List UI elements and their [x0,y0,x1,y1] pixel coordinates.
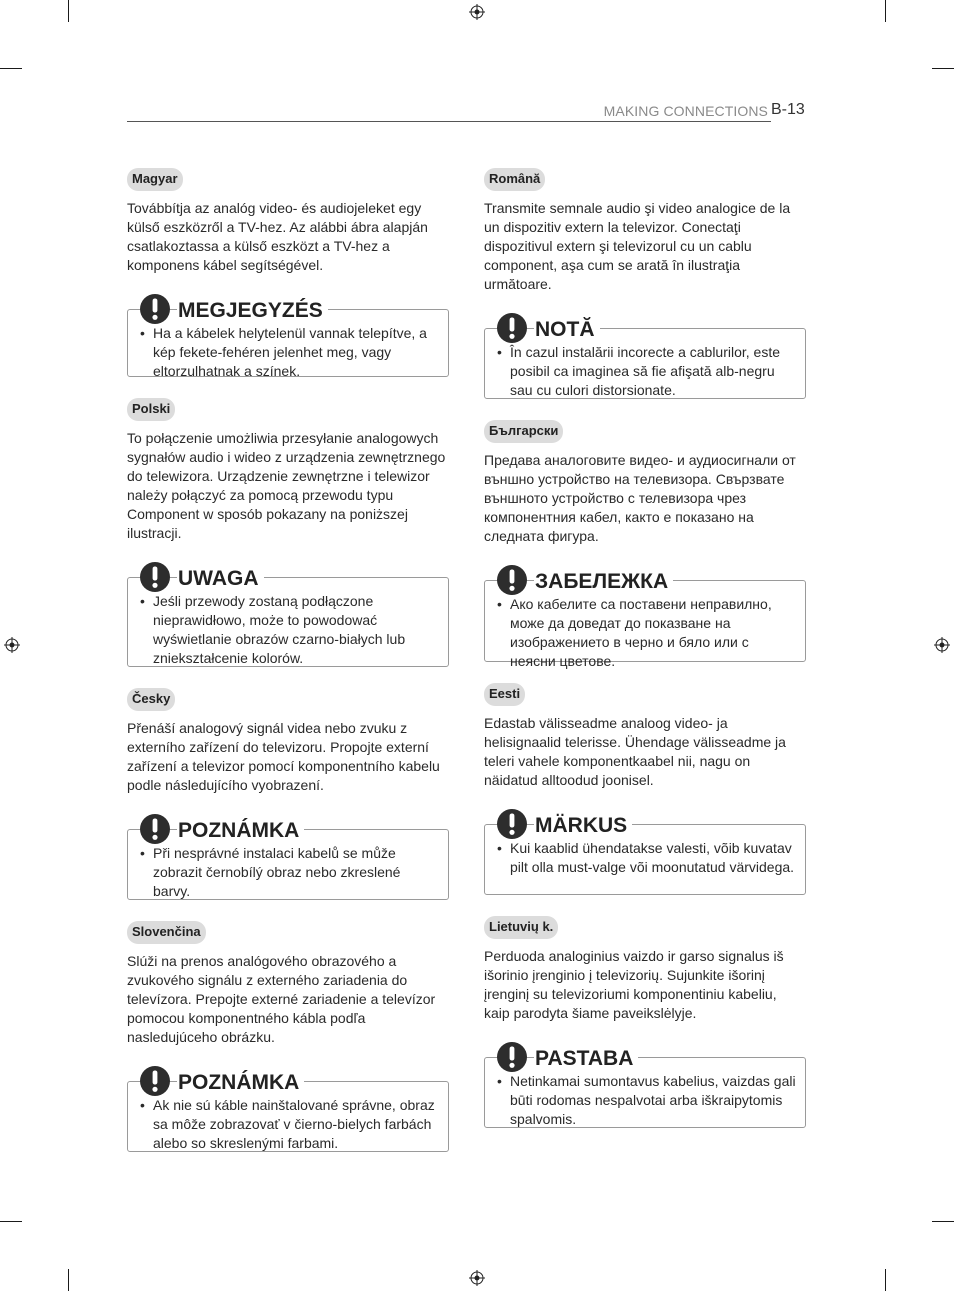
note-title: PASTABA [534,1047,638,1071]
exclamation-icon [496,312,528,344]
language-tag-row [484,683,806,706]
note-title: ЗАБЕЛЕЖКА [534,570,673,594]
language-tag-row [484,916,806,939]
note-box [484,312,806,399]
crop-mark [68,0,69,22]
registration-mark-icon [469,1270,485,1286]
language-section [127,688,449,900]
section-header: MAKING CONNECTIONS [603,103,768,119]
note-box [127,293,449,377]
note-text: Ако кабелите са поставени неправилно, може да доведат до показване на изображението в черно и бяло или с неясни цветове. [510,596,772,669]
note-box [484,1041,806,1128]
bullet-icon: • [140,325,145,341]
note-text: Netinkamai sumontavus kabelius, vaizdas gali būti rodomas nespalvotai arba iškraipytomis spalvomis. [510,1073,796,1127]
bullet-icon: • [497,1073,502,1089]
note-title: POZNÁMKA [177,1071,304,1095]
language-tag: Български [484,420,563,443]
left-column [127,168,449,1173]
note-text: Ha a kábelek helytelenül vannak telepítve, a kép fekete-fehéren jelenhet meg, vagy eltorzulhatnak a színek. [153,325,427,379]
note-title: POZNÁMKA [177,819,304,843]
language-section [484,420,806,669]
right-column [484,168,806,1149]
note-title: MEGJEGYZÉS [177,299,328,323]
registration-mark-icon [4,637,20,653]
crop-mark [0,68,22,69]
note-bullet-item [497,1072,796,1129]
registration-mark-icon [934,637,950,653]
language-tag: Česky [127,688,175,711]
section-paragraph: Edastab välisseadme analoog video- ja helisignaalid telerisse. Ühendage välisseadme ja teleri vahele komponentkaabel nii, nagu on näidatud alltoodud joonisel. [484,715,786,788]
note-box [127,561,449,667]
note-text: Při nesprávné instalaci kabelů se může zobrazit černobílý obraz nebo zkreslené barvy. [153,845,401,899]
bullet-icon: • [140,1097,145,1113]
note-bullet-item [497,839,796,877]
section-paragraph: Perduoda analoginius vaizdo ir garso signalus iš išorinio įrenginio į televizorių. Sujunkite išorinį įrenginį su televizoriumi komponentiniu kabeliu, kaip parodyta šiame paveikslėlyje. [484,948,784,1021]
note-box [484,564,806,669]
section-paragraph: Přenáší analogový signál videa nebo zvuku z externího zařízení do televizoru. Propojte externí zařízení a televizor pomocí komponentního kabelu podle následujícího vyobrazení. [127,720,440,793]
language-section [127,921,449,1152]
exclamation-icon [496,1041,528,1073]
exclamation-icon [139,1065,171,1097]
note-text: Jeśli przewody zostaną podłączone nieprawidłowo, może to powodować wyświetlanie obrazów czarno-białych lub zniekształcenie kolorów. [153,593,406,666]
bullet-icon: • [140,593,145,609]
crop-mark [932,1221,954,1222]
language-tag: Magyar [127,168,183,191]
registration-mark-icon [469,4,485,20]
exclamation-icon [139,293,171,325]
crop-mark [932,68,954,69]
section-paragraph: To połączenie umożliwia przesyłanie analogowych sygnałów audio i wideo z urządzenia zewnętrznego do telewizora. Urządzenie zewnętrzne i telewizor należy połączyć za pomocą przewodu typu Component w sposób pokazany na poniższej ilustracji. [127,430,446,541]
note-box [127,813,449,900]
crop-mark [885,0,886,22]
note-bullet-item [497,343,796,400]
note-text: În cazul instalării incorecte a cablurilor, este posibil ca imaginea să fie afişată alb-negru sau cu culori distorsionate. [510,344,781,398]
language-section [127,398,449,667]
bullet-icon: • [497,596,502,612]
bullet-icon: • [140,845,145,861]
section-paragraph: Slúži na prenos analógového obrazového a zvukového signálu z externého zariadenia do televízora. Prepojte externé zariadenie a televízor pomocou komponentného kábla podľa nasledujúceho obrázku. [127,953,436,1045]
language-section [127,168,449,377]
language-tag: Polski [127,398,175,421]
exclamation-icon [496,808,528,840]
section-paragraph: Transmite semnale audio şi video analogice de la un dispozitiv extern la televizor. Conectaţi dispozitivul extern şi televizorul cu un cablu component, aşa cum se arată în ilustraţia următoare. [484,200,791,292]
header-divider [127,121,771,122]
note-box [484,808,806,895]
page-number: B-13 [771,101,805,118]
section-paragraph: Предава аналоговите видео- и аудиосигнали от външно устройство на телевизора. Свързвате външното устройство с телевизора чрез компонентния кабел, както е показано на следната фигура. [484,452,796,544]
note-bullet-item [140,1096,439,1153]
note-title: NOTĂ [534,318,600,342]
note-title: MÄRKUS [534,814,632,838]
language-section [484,168,806,399]
note-title: UWAGA [177,567,264,591]
section-paragraph: Továbbítja az analóg video- és audiojeleket egy külső eszközről a TV-hez. Az alábbi ábra alapján csatlakoztassa a külső eszközt a TV-hez a komponens kábel segítségével. [127,200,428,273]
bullet-icon: • [497,344,502,360]
language-tag: Slovenčina [127,921,206,944]
note-bullet-item [140,844,439,901]
note-bullet-item [497,595,796,671]
exclamation-icon [139,561,171,593]
note-text: Kui kaablid ühendatakse valesti, võib kuvatav pilt olla must-valge või moonutatud värvidega. [510,840,795,875]
language-tag-row [127,921,449,944]
exclamation-icon [496,564,528,596]
note-bullet-item [140,324,439,381]
language-tag-row [127,688,449,711]
language-section [484,916,806,1128]
crop-mark [0,1221,22,1222]
language-tag-row [127,168,449,191]
language-section [484,683,806,895]
exclamation-icon [139,813,171,845]
language-tag: Eesti [484,683,525,706]
language-tag-row [127,398,449,421]
bullet-icon: • [497,840,502,856]
crop-mark [68,1269,69,1291]
crop-mark [885,1269,886,1291]
note-text: Ak nie sú káble nainštalované správne, obraz sa môže zobrazovať v čierno-bielych farbách alebo so skreslenými farbami. [153,1097,435,1151]
note-box [127,1065,449,1152]
language-tag-row [484,168,806,191]
note-bullet-item [140,592,439,668]
language-tag: Lietuvių k. [484,916,558,939]
language-tag: Română [484,168,545,191]
language-tag-row [484,420,806,443]
